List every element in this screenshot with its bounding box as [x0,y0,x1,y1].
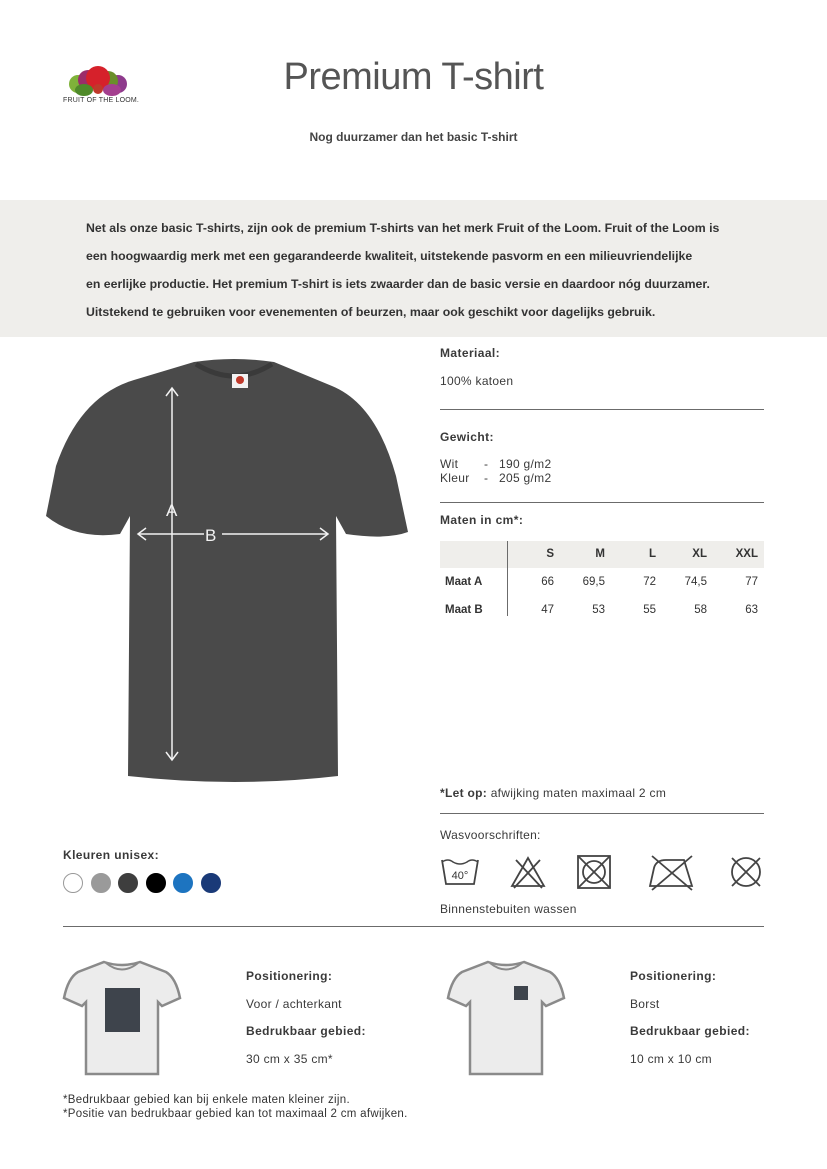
weight-name: Wit [440,457,459,471]
area-label: Bedrukbaar gebied: [246,1024,366,1038]
tshirt-shape [46,359,408,782]
row-label: Maat B [445,604,483,616]
tshirt-diagram [46,356,426,786]
color-swatch[interactable] [201,873,221,893]
logo-text: FRUIT OF THE LOOM. [63,97,140,104]
color-swatch[interactable] [118,873,138,893]
size-cell: 63 [745,604,758,616]
weight-label: Gewicht: [440,430,494,444]
divider [440,502,764,503]
wash-temp: 40° [451,870,469,882]
note-text: afwijking maten maximaal 2 cm [490,786,667,800]
divider [63,926,764,927]
table-row [440,596,758,624]
size-note [440,786,666,800]
wash-40-icon [440,852,480,892]
no-bleach-icon [508,852,548,892]
intro-line: Uitstekend te gebruiken voor evenementen of beurzen, maar ook geschikt voor dagelijks gebruik. [86,305,656,319]
table-row [440,568,758,596]
print-front-shirt-icon [62,958,182,1078]
label-a: A [166,501,178,520]
size-cell: 58 [694,604,707,616]
intro-line: en eerlijke productie. Het premium T-shirt is iets zwaarder dan de basic versie en daardoor nóg duurzamer. [86,277,710,291]
weight-sep: - [484,471,489,485]
area-value: 30 cm x 35 cm* [246,1052,333,1066]
intro-line: een hoogwaardig merk met een gegarandeerde kwaliteit, uitstekende pasvorm en een milieuvriendelijke [86,249,693,263]
weight-row-white [440,457,551,471]
footnote: *Bedrukbaar gebied kan bij enkele maten kleiner zijn. [63,1094,350,1106]
divider [440,813,764,814]
size-table [440,540,758,624]
material-value: 100% katoen [440,374,514,388]
size-header: XXL [735,548,758,560]
positioning-label: Positionering: [630,969,717,983]
size-cell: 72 [643,576,656,588]
washing-note: Binnenstebuiten wassen [440,902,577,916]
weight-value: 205 g/m2 [499,471,552,485]
page-title: Premium T-shirt [283,56,544,98]
size-cell: 53 [592,604,605,616]
colors-label: Kleuren unisex: [63,848,160,862]
positioning-value: Voor / achterkant [246,997,342,1011]
intro-text [86,214,746,326]
divider [440,409,764,410]
positioning-label: Positionering: [246,969,333,983]
weight-name: Kleur [440,471,470,485]
positioning-value: Borst [630,997,660,1011]
note-bold: *Let op: [440,786,488,800]
weight-value: 190 g/m2 [499,457,552,471]
row-label: Maat A [445,576,483,588]
weight-row-color [440,471,551,485]
no-tumble-dry-icon [574,852,614,892]
color-swatch[interactable] [91,873,111,893]
size-cell: 55 [643,604,656,616]
print-area-small [514,986,528,1000]
color-swatch[interactable] [63,873,83,893]
color-swatch[interactable] [146,873,166,893]
sizes-label: Maten in cm*: [440,513,524,527]
no-iron-icon [648,852,694,892]
size-header: XL [692,548,707,560]
size-header: M [595,548,605,560]
size-cell: 77 [745,576,758,588]
page-subtitle: Nog duurzamer dan het basic T-shirt [309,130,518,144]
print-area-large [105,988,140,1032]
area-label: Bedrukbaar gebied: [630,1024,750,1038]
print-chest-shirt-icon [446,958,566,1078]
intro-band [0,200,827,337]
size-cell: 66 [541,576,554,588]
label-b: B [205,526,217,545]
size-header: S [546,548,554,560]
area-value: 10 cm x 10 cm [630,1052,712,1066]
size-header: L [648,548,656,560]
intro-line: Net als onze basic T-shirts, zijn ook de premium T-shirts van het merk Fruit of the Loom. Fruit of the Loom is [86,221,720,235]
size-header-row [440,540,758,568]
washing-label: Wasvoorschriften: [440,828,541,842]
no-dry-clean-icon [726,852,766,892]
material-label: Materiaal: [440,346,501,360]
size-cell: 47 [541,604,554,616]
size-cell: 69,5 [582,576,605,588]
size-cell: 74,5 [684,576,707,588]
weight-sep: - [484,457,489,471]
color-swatch[interactable] [173,873,193,893]
footnote: *Positie van bedrukbaar gebied kan tot maximaal 2 cm afwijken. [63,1108,408,1120]
